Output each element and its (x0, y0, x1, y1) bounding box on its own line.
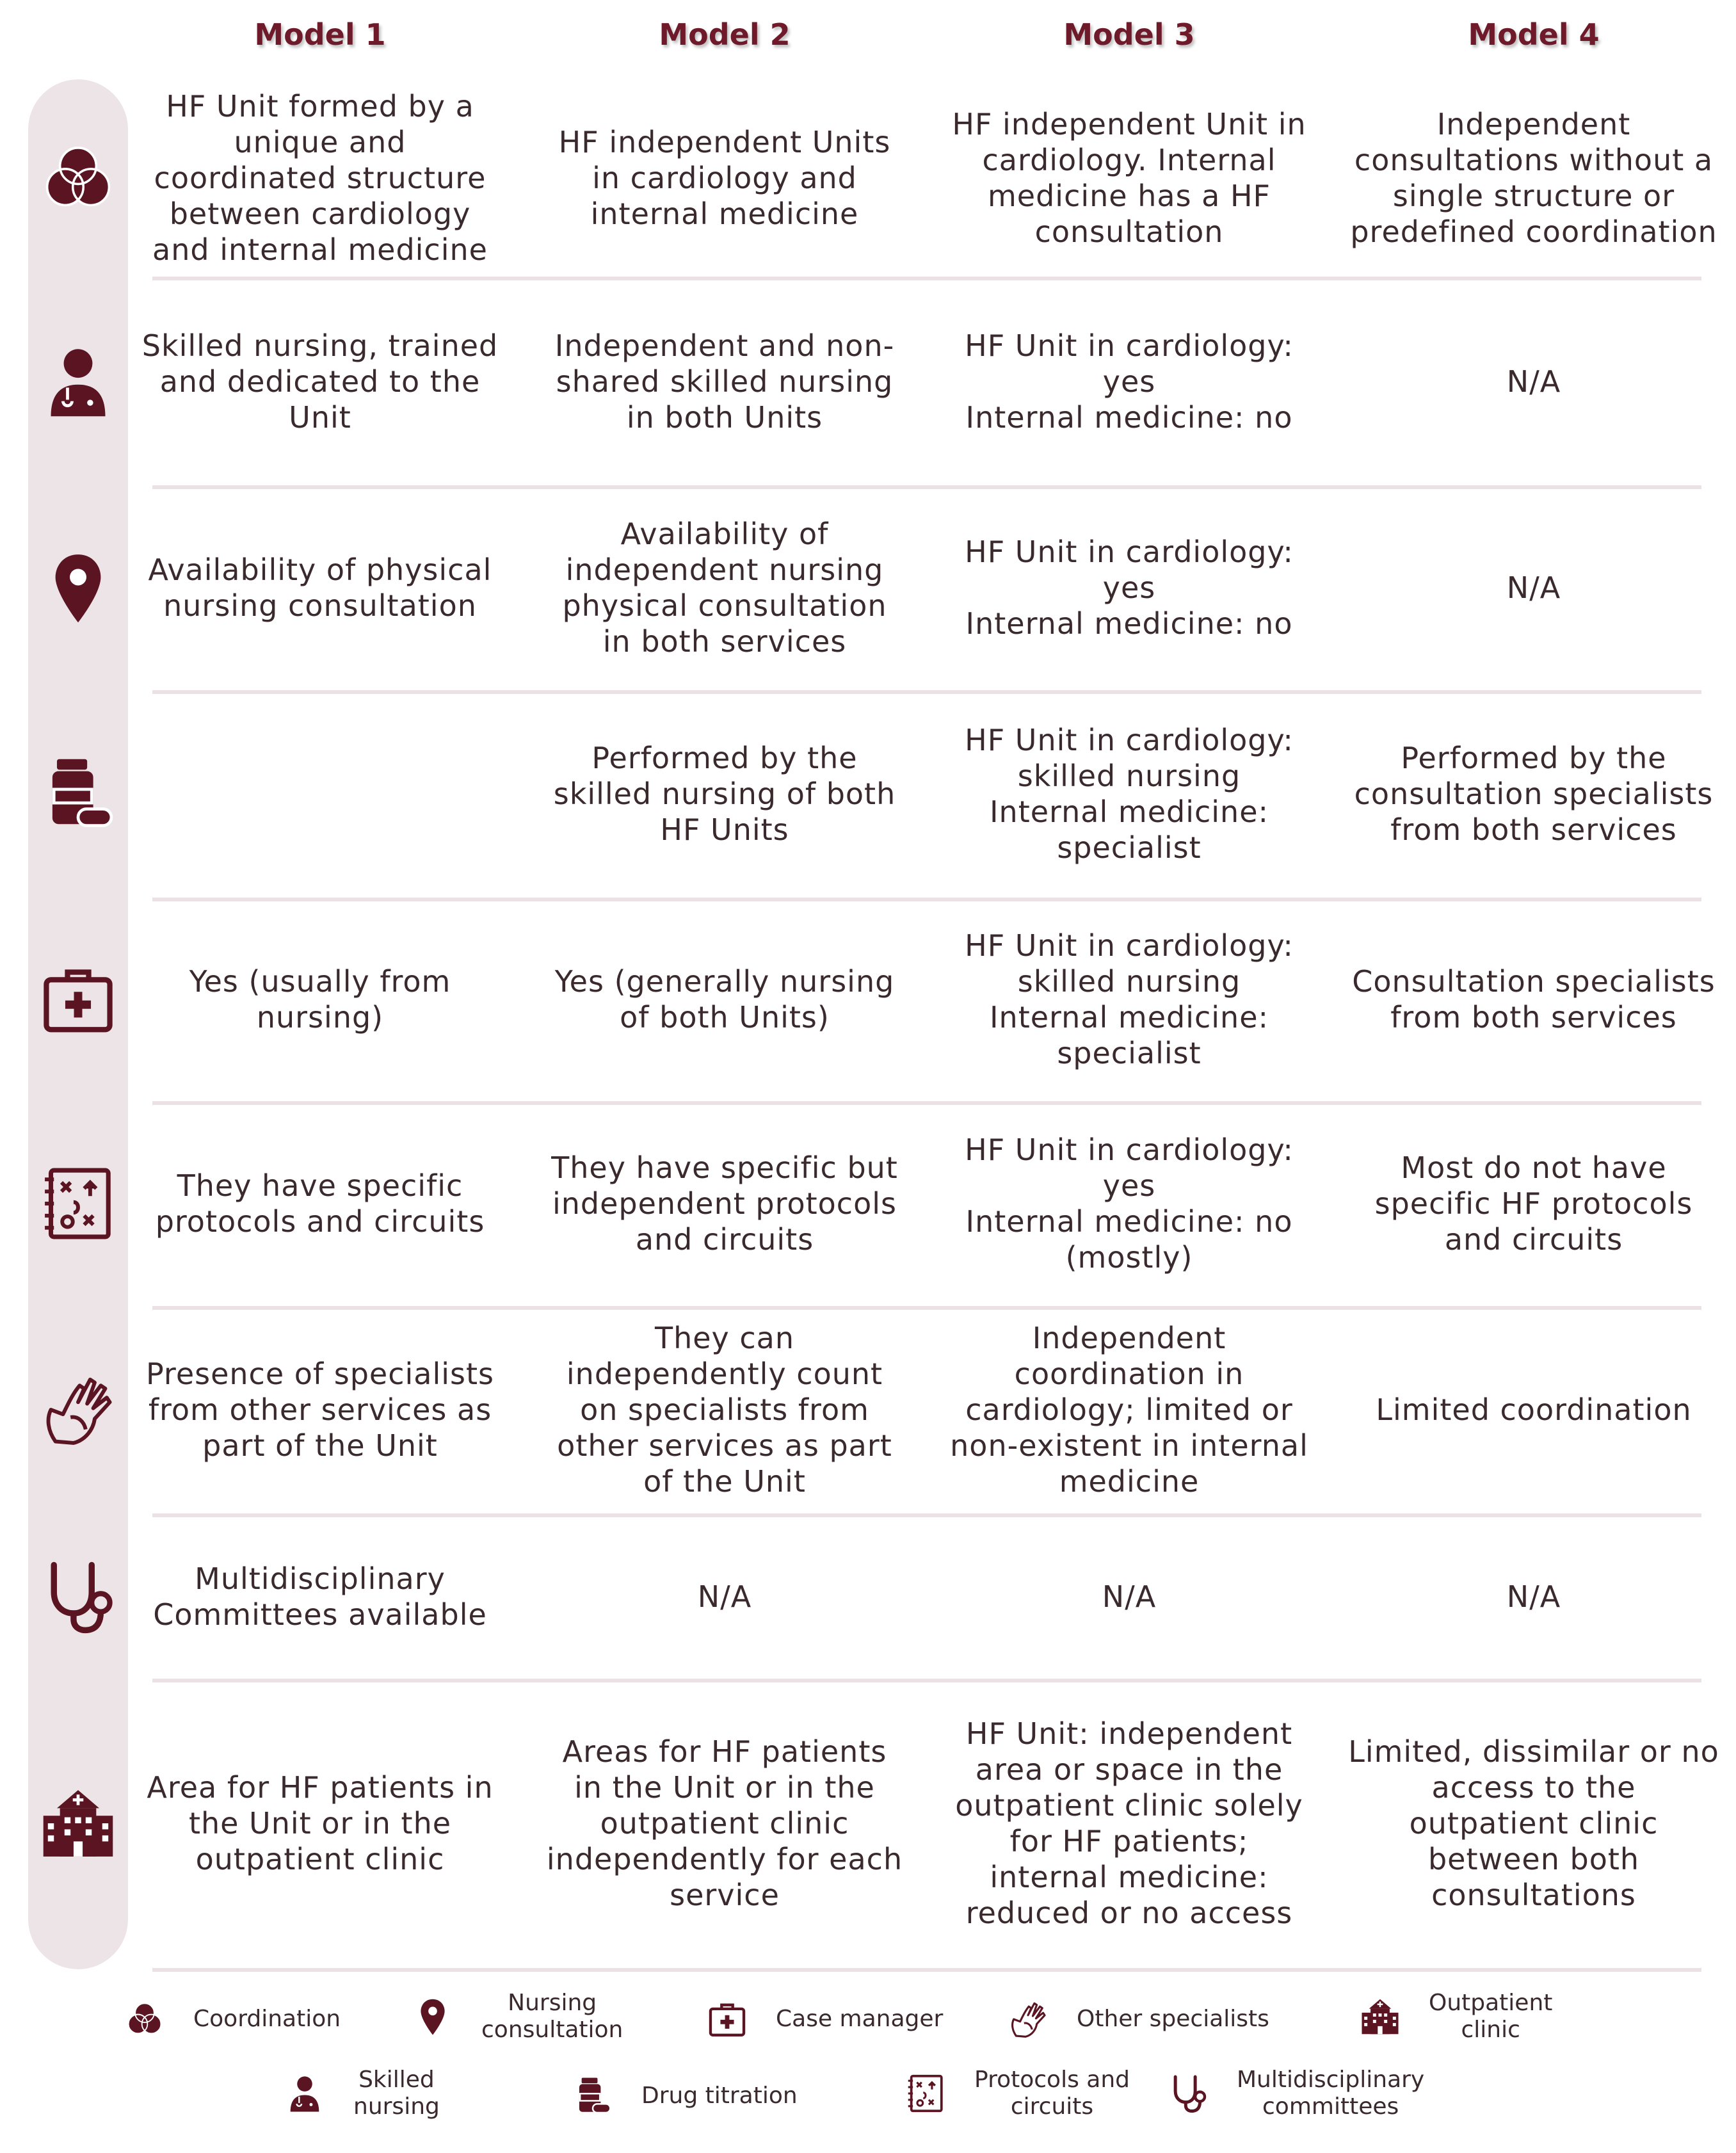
cell-text: N/A (1102, 1579, 1157, 1614)
table-cell (122, 487, 518, 689)
cell-text: HF Unit: independent area or space in the outpatient clinic solely for HF patients; internal medicine: reduced or no access (955, 1716, 1303, 1930)
table-cell (122, 81, 518, 275)
cell-text: They have specific protocols and circuits (155, 1168, 485, 1239)
cell-text: Independent and non-shared skilled nursing in both Units (554, 328, 895, 435)
coordination-icon (33, 133, 123, 223)
header-model-1: Model 1 (254, 17, 386, 52)
table-cell (1335, 1307, 1732, 1512)
header-model-3: Model 3 (1063, 17, 1195, 52)
legend-item (282, 2067, 440, 2120)
table-cell (1335, 899, 1732, 1100)
table-cell (122, 1516, 518, 1677)
cell-text: Limited, dissimilar or no access to the outpatient clinic between both consultations (1348, 1734, 1719, 1912)
multidisciplinary-icon (1165, 2070, 1211, 2117)
table-cell (526, 1307, 923, 1512)
table-cell (122, 1680, 518, 1967)
multidisciplinary-icon (33, 1552, 123, 1641)
legend-label: Multidisciplinary committees (1237, 2067, 1425, 2120)
cell-text: Most do not have specific HF protocols and circuits (1374, 1150, 1693, 1257)
cell-text: Presence of specialists from other services as part of the Unit (146, 1357, 494, 1463)
table-cell (526, 1102, 923, 1305)
table-cell (931, 1102, 1328, 1305)
table-cell (526, 81, 923, 275)
legend-item (1357, 1990, 1552, 2044)
legend-label: Other specialists (1077, 2006, 1269, 2032)
case-manager-icon (704, 1996, 750, 2042)
nursing-consultation-icon (33, 543, 123, 633)
cell-text: Skilled nursing, trained and dedicated to the Unit (141, 328, 499, 435)
table-cell (526, 279, 923, 484)
table-cell (526, 1516, 923, 1677)
cell-text: Availability of independent nursing physical consultation in both services (562, 517, 887, 659)
legend-item (122, 1996, 341, 2042)
table-cell (931, 279, 1328, 484)
table-cell (931, 81, 1328, 275)
cell-text: HF Unit in cardiology: yes Internal medicine: no (965, 535, 1294, 641)
cell-text: N/A (1506, 570, 1561, 605)
nursing-consultation-icon (410, 1994, 456, 2040)
drug-titration-icon (33, 749, 123, 839)
table-cell (1335, 1102, 1732, 1305)
cell-text: HF Unit in cardiology: yes Internal medicine: no (mostly) (965, 1133, 1294, 1275)
coordination-icon (122, 1996, 168, 2042)
cell-text: N/A (1506, 364, 1561, 399)
legend-label: Nursing consultation (481, 1990, 623, 2043)
table-cell (526, 899, 923, 1100)
protocols-icon (903, 2070, 949, 2117)
legend-item (1005, 1996, 1269, 2042)
cell-text: They can independently count on specialists from other services as part of the Unit (557, 1321, 892, 1499)
cell-text: Multidisciplinary Committees available (153, 1561, 487, 1632)
cell-text: N/A (1506, 1579, 1561, 1614)
row-divider (152, 1968, 1701, 1972)
cell-text: Yes (usually from nursing) (189, 964, 451, 1035)
table-cell (931, 1307, 1328, 1512)
legend-label: Protocols and circuits (974, 2067, 1130, 2120)
cell-text: N/A (697, 1579, 752, 1614)
cell-text: Availability of physical nursing consultation (148, 552, 492, 623)
legend-label: Skilled nursing (353, 2067, 440, 2120)
cell-text: HF Unit in cardiology: skilled nursing Internal medicine: specialist (965, 723, 1294, 865)
legend-item (704, 1996, 943, 2042)
cell-text: They have specific but independent protocols and circuits (551, 1150, 898, 1257)
table-cell (526, 691, 923, 896)
cell-text: HF Unit in cardiology: yes Internal medicine: no (965, 328, 1294, 435)
header-model-4: Model 4 (1468, 17, 1600, 52)
legend-item (410, 1990, 623, 2044)
table-cell (122, 899, 518, 1100)
table-cell (1335, 279, 1732, 484)
legend-label: Case manager (776, 2006, 944, 2032)
cell-text: Area for HF patients in the Unit or in the outpatient clinic (147, 1770, 494, 1876)
table-cell (122, 279, 518, 484)
table-cell (1335, 1516, 1732, 1677)
table-cell (526, 487, 923, 689)
outpatient-clinic-icon (1357, 1994, 1403, 2040)
table-cell (931, 899, 1328, 1100)
table-cell (931, 1680, 1328, 1967)
cell-text: Performed by the skilled nursing of both HF Units (553, 741, 896, 847)
table-cell (1335, 81, 1732, 275)
table-cell (122, 1102, 518, 1305)
cell-text: Performed by the consultation specialists from both services (1354, 741, 1714, 847)
other-specialists-icon (1005, 1996, 1051, 2042)
other-specialists-icon (33, 1365, 123, 1455)
drug-titration-icon (570, 2073, 616, 2119)
legend-label: Coordination (193, 2006, 341, 2032)
table-cell (1335, 691, 1732, 896)
cell-text: Areas for HF patients in the Unit or in the outpatient clinic independently for each service (546, 1734, 903, 1912)
case-manager-icon (33, 955, 123, 1044)
legend-item (570, 2073, 798, 2119)
table-cell (122, 691, 518, 896)
table-cell (1335, 487, 1732, 689)
table-cell (931, 487, 1328, 689)
cell-text: HF independent Units in cardiology and internal medicine (558, 125, 891, 231)
table-cell (931, 691, 1328, 896)
cell-text: Independent coordination in cardiology; limited or non-existent in internal medicine (950, 1321, 1308, 1499)
cell-text: HF Unit in cardiology: skilled nursing Internal medicine: specialist (965, 928, 1294, 1070)
skilled-nursing-icon (282, 2070, 328, 2117)
table-cell (122, 1307, 518, 1512)
cell-text: Independent consultations without a single structure or predefined coordination (1350, 107, 1717, 249)
legend-item (903, 2067, 1130, 2120)
cell-text: Yes (generally nursing of both Units) (554, 964, 895, 1035)
outpatient-clinic-icon (33, 1778, 123, 1868)
table-cell (1335, 1680, 1732, 1967)
cell-text: Consultation specialists from both services (1352, 964, 1716, 1035)
cell-text: Limited coordination (1376, 1392, 1692, 1427)
cell-text: HF independent Unit in cardiology. Internal medicine has a HF consultation (952, 107, 1306, 249)
skilled-nursing-icon (33, 337, 123, 426)
cell-text: HF Unit formed by a unique and coordinated structure between cardiology and internal medicine (152, 89, 488, 267)
header-model-2: Model 2 (659, 17, 791, 52)
legend-label: Drug titration (641, 2083, 798, 2109)
table-cell (526, 1680, 923, 1967)
table-cell (931, 1516, 1328, 1677)
legend-item (1165, 2067, 1424, 2120)
legend-label: Outpatient clinic (1429, 1990, 1553, 2043)
protocols-icon (33, 1159, 123, 1248)
